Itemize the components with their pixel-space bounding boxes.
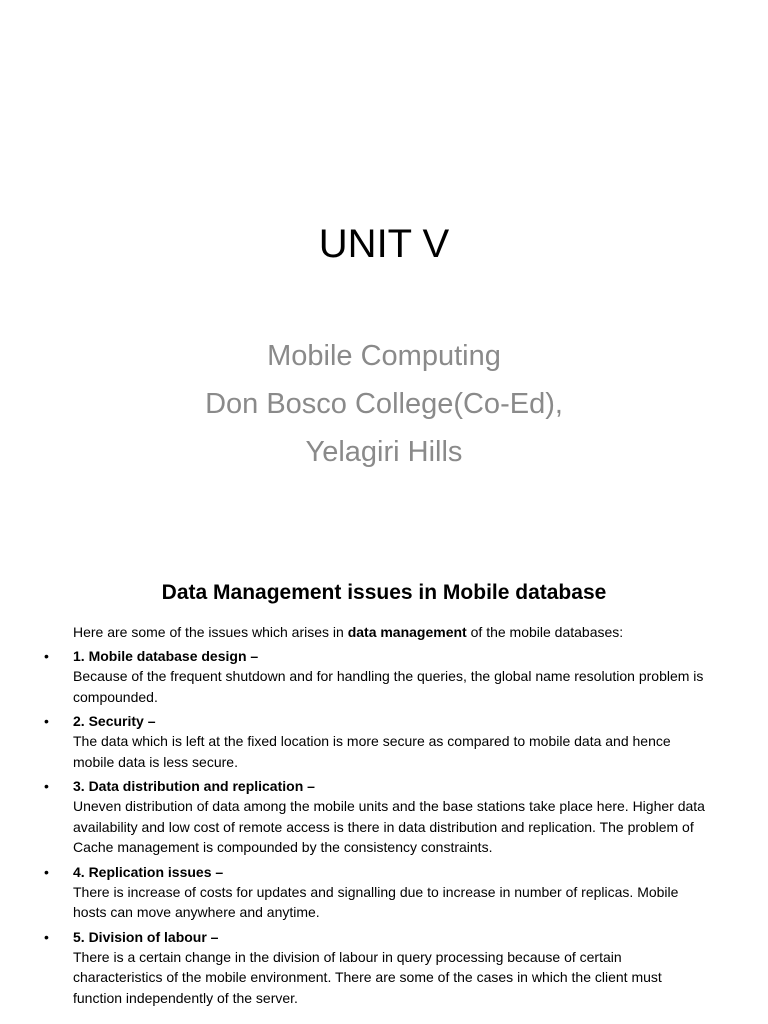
bullet-icon: • xyxy=(44,648,49,664)
issues-list xyxy=(0,646,768,1012)
slide-heading: Data Management issues in Mobile database xyxy=(161,581,607,604)
intro-text-end: of the mobile databases: xyxy=(466,624,624,640)
issue-item xyxy=(0,776,713,858)
bullet-icon: • xyxy=(44,928,49,945)
subtitle xyxy=(0,332,768,476)
issue-item xyxy=(0,646,713,707)
content-slide xyxy=(0,560,768,1024)
intro-text xyxy=(73,622,723,642)
issue-item xyxy=(0,862,713,923)
issue-title: 5. Division of labour – xyxy=(73,928,219,945)
issue-body: Because of the frequent shutdown and for handling the queries, the global name resolution problem is compounded. xyxy=(73,668,704,705)
issue-body: There is increase of costs for updates and signalling due to increase in number of replicas. Mobile hosts can move anywhere and anytime. xyxy=(73,883,679,920)
issue-body: Uneven distribution of data among the mobile units and the base stations take place here. Higher data availability and low cost of remote access is there in data distribution and replication. The problem of Cache management is compounded by the consistency constraints. xyxy=(73,798,705,855)
intro-text-start: Here are some of the issues which arises in xyxy=(73,624,348,640)
issue-title: 1. Mobile database design – xyxy=(73,648,259,664)
bullet-icon: • xyxy=(44,778,49,794)
intro-text-bold: data management xyxy=(347,624,467,640)
issue-title: 3. Data distribution and replication – xyxy=(73,778,315,794)
subtitle-line-college: Don Bosco College(Co-Ed), xyxy=(205,388,563,420)
bullet-icon: • xyxy=(44,713,49,729)
issue-body: There is a certain change in the division of labour in query processing because of certain characteristics of the mobile environment. There are some of the cases in which the client must function independently of the server. xyxy=(73,948,662,1006)
unit-title: UNIT V xyxy=(318,222,450,266)
issue-title: 4. Replication issues – xyxy=(73,863,224,880)
issue-body: The data which is left at the fixed location is more secure as compared to mobile data and hence mobile data is less secure. xyxy=(73,733,671,770)
subtitle-line-course: Mobile Computing xyxy=(267,340,501,372)
issue-item xyxy=(0,927,713,1009)
issue-item xyxy=(0,711,713,772)
bullet-icon: • xyxy=(44,863,49,880)
subtitle-line-location: Yelagiri Hills xyxy=(305,436,463,468)
issue-title: 2. Security – xyxy=(73,713,156,729)
